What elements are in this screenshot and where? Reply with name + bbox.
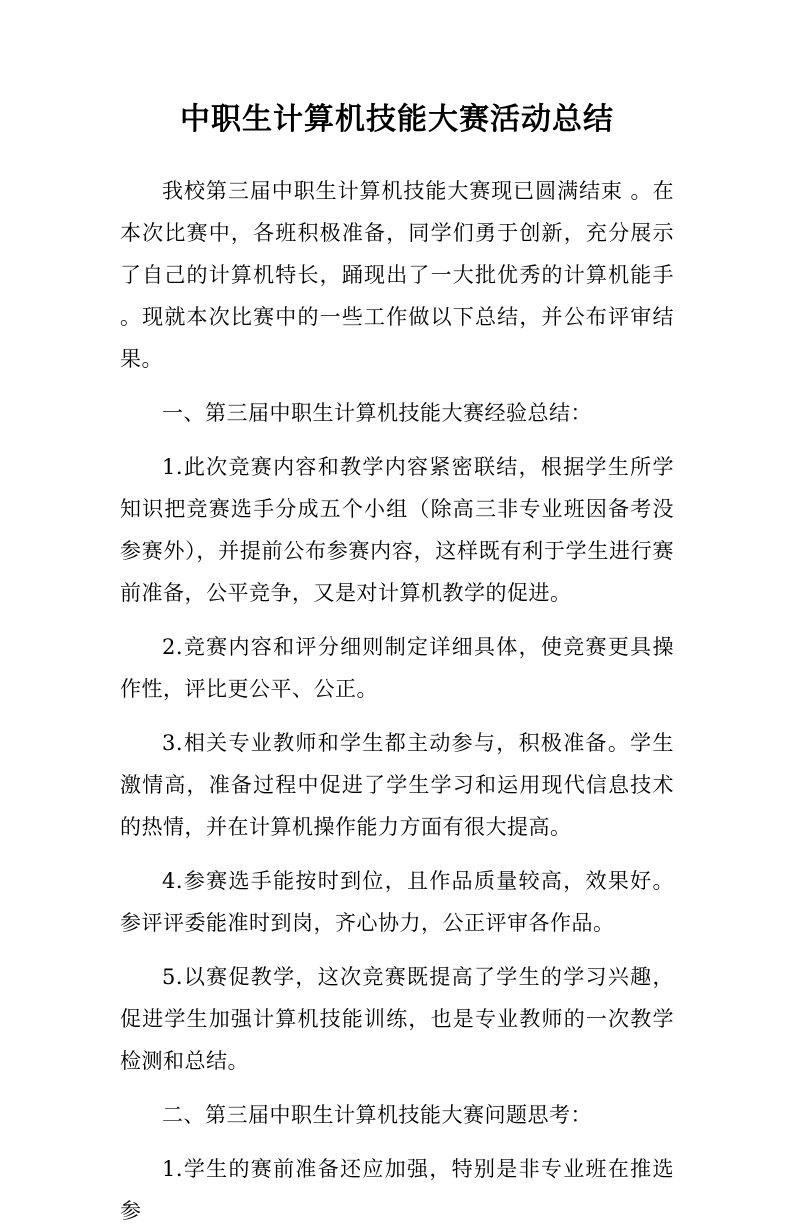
experience-item-5: 5.以赛促教学，这次竞赛既提高了学生的学习兴趣，促进学生加强计算机技能训练，也是专业教师的一次教学检测和总结。	[120, 965, 674, 1073]
experience-item-2: 2.竞赛内容和评分细则制定详细具体，使竞赛更具操作性，评比更公平、公正。	[120, 635, 674, 701]
problem-item-1: 1.学生的赛前准备还应加强，特别是非专业班在推选参	[120, 1157, 674, 1223]
intro-paragraph: 我校第三届中职生计算机技能大赛现已圆满结束 。在本次比赛中，各班积极准备，同学们勇于创新，充分展示了自己的计算机特长，踊现出了一大批优秀的计算机能手 。现就本次比赛中的一些工作做以下总结，并公布评审结果。	[120, 179, 674, 371]
document-title: 中职生计算机技能大赛活动总结	[180, 102, 614, 137]
experience-item-1: 1.此次竞赛内容和教学内容紧密联结，根据学生所学知识把竞赛选手分成五个小组（除高三非专业班因备考没参赛外），并提前公布参赛内容，这样既有利于学生进行赛前准备，公平竞争，又是对计算机教学的促进。	[120, 455, 674, 605]
experience-item-4: 4.参赛选手能按时到位，且作品质量较高，效果好。参评评委能准时到岗，齐心协力，公正评审各作品。	[120, 869, 674, 935]
section-heading-experience: 一、第三届中职生计算机技能大赛经验总结：	[162, 401, 592, 425]
section-heading-problems: 二、第三届中职生计算机技能大赛问题思考：	[162, 1103, 592, 1127]
experience-item-3: 3.相关专业教师和学生都主动参与，积极准备。学生激情高，准备过程中促进了学生学习和运用现代信息技术的热情，并在计算机操作能力方面有很大提高。	[120, 731, 674, 839]
